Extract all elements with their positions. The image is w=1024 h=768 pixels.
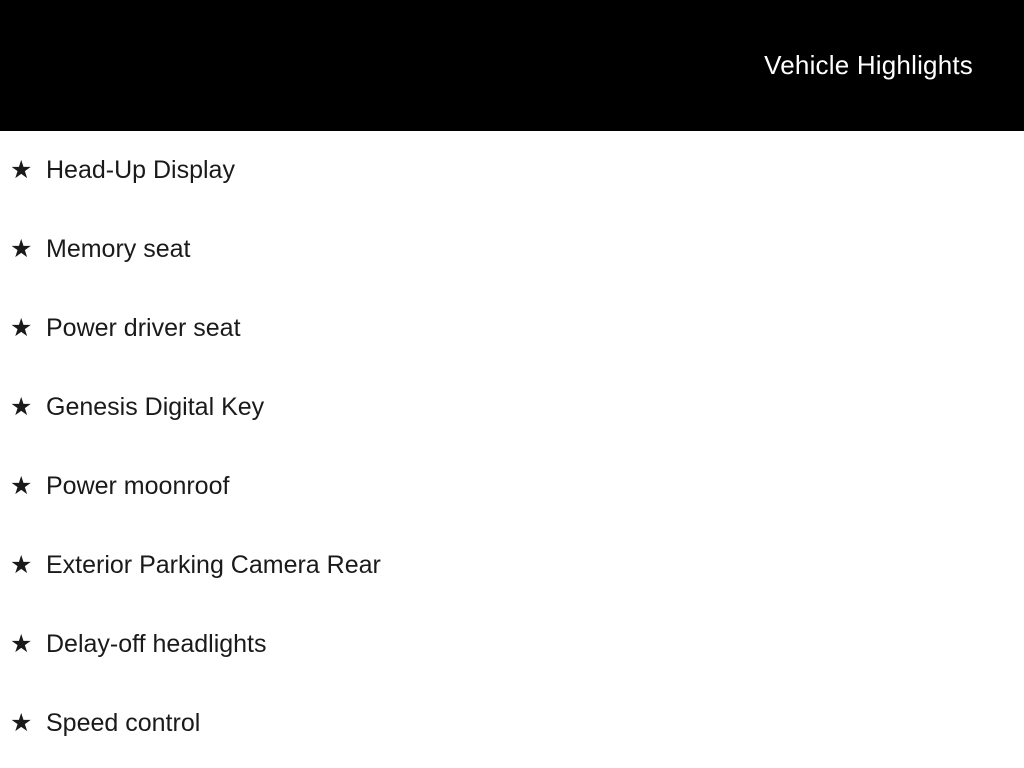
highlight-label: Exterior Parking Camera Rear [46, 551, 381, 579]
highlight-label: Delay-off headlights [46, 630, 267, 658]
highlight-label: Speed control [46, 709, 201, 737]
list-item [10, 684, 1024, 763]
highlight-label: Power moonroof [46, 472, 230, 500]
list-item [10, 289, 1024, 368]
list-item [10, 605, 1024, 684]
vehicle-highlights-header [0, 0, 1024, 131]
star-icon: ★ [10, 156, 33, 184]
star-icon: ★ [10, 709, 33, 737]
highlights-list [0, 131, 1024, 763]
star-icon: ★ [10, 551, 33, 579]
highlight-label: Power driver seat [46, 314, 241, 342]
star-icon: ★ [10, 472, 33, 500]
list-item [10, 131, 1024, 210]
star-icon: ★ [10, 235, 33, 263]
list-item [10, 526, 1024, 605]
list-item [10, 210, 1024, 289]
highlight-label: Genesis Digital Key [46, 393, 265, 421]
page-title: Vehicle Highlights [764, 50, 973, 80]
list-item [10, 447, 1024, 526]
star-icon: ★ [10, 630, 33, 658]
star-icon: ★ [10, 314, 33, 342]
highlight-label: Head-Up Display [46, 156, 235, 184]
highlight-label: Memory seat [46, 235, 191, 263]
list-item [10, 368, 1024, 447]
star-icon: ★ [10, 393, 33, 421]
